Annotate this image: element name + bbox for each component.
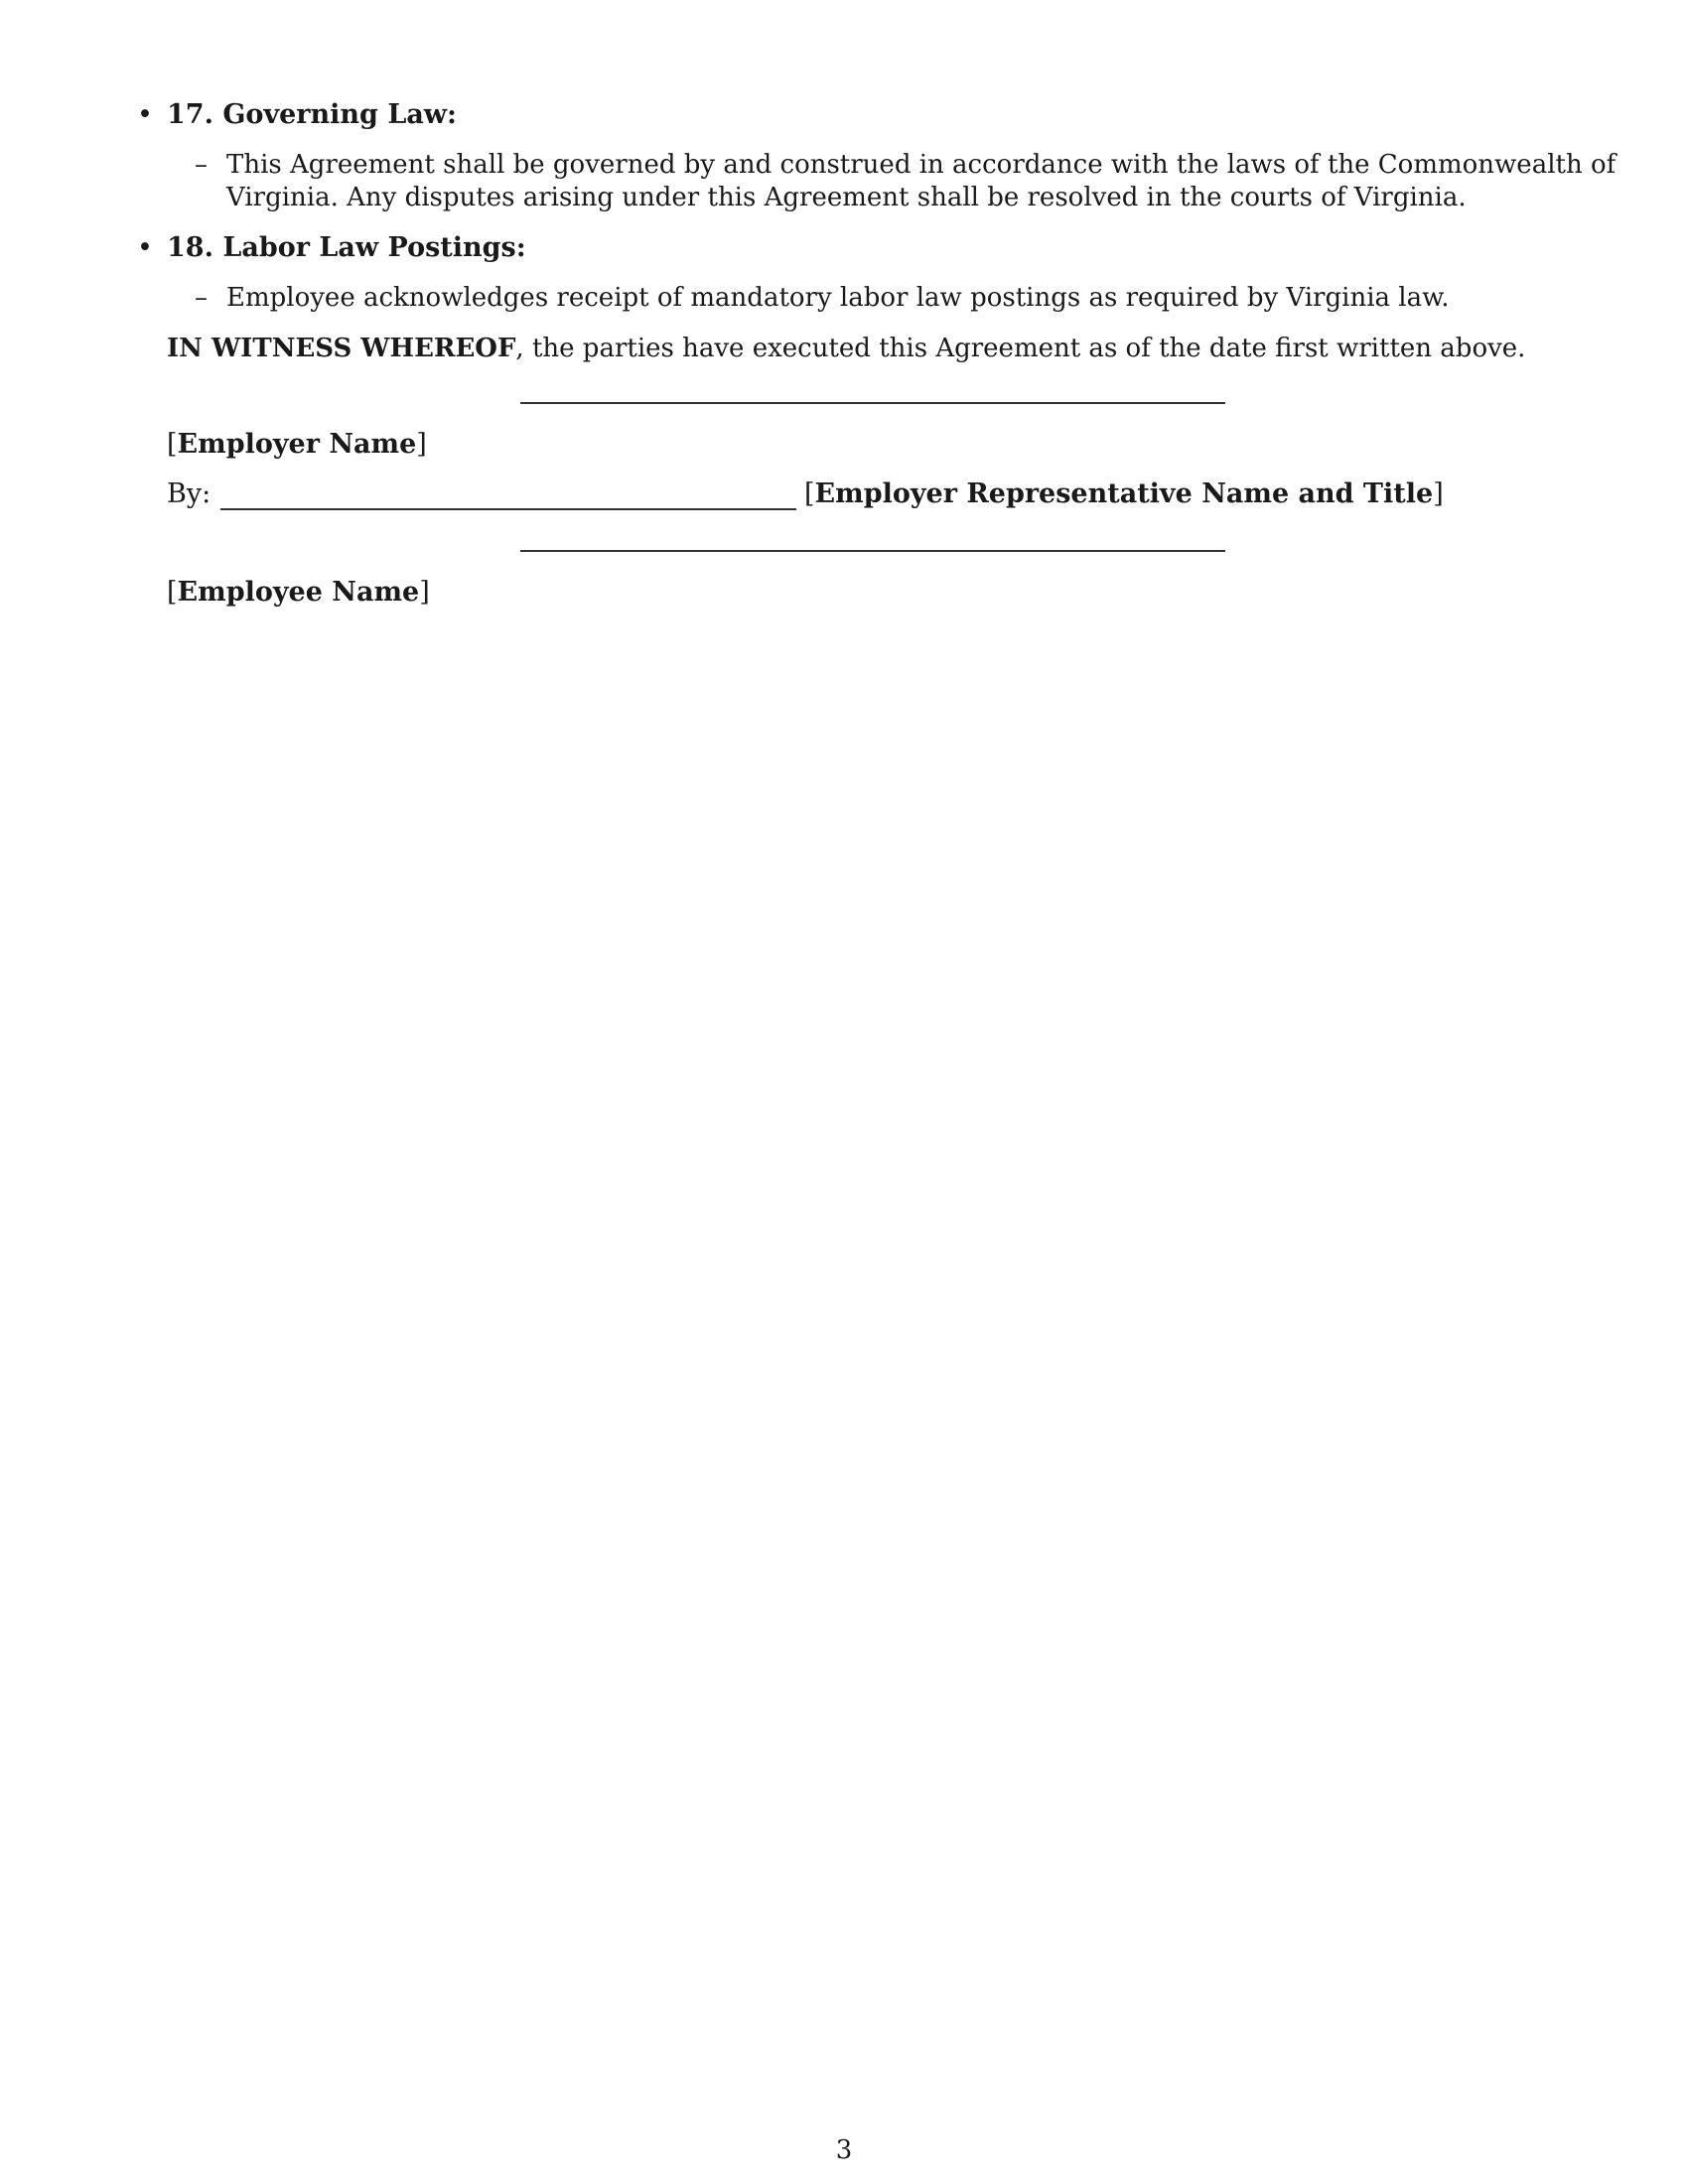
by-label-text: By:: [167, 478, 211, 509]
section-heading-text: 18. Labor Law Postings:: [167, 232, 526, 263]
employee-name-placeholder: [Employee Name]: [167, 577, 430, 608]
bullet-icon: •: [137, 99, 153, 130]
section-heading-text: 17. Governing Law:: [167, 99, 458, 130]
by-signature-line: [220, 508, 796, 510]
by-label: [167, 477, 211, 512]
employee-name: Employee Name: [177, 577, 420, 608]
dash-icon: –: [195, 150, 208, 180]
clause-text: Employee acknowledges receipt of mandatory labor law postings as required by Virginia law.: [226, 283, 1450, 313]
page-number: 3: [835, 2135, 853, 2165]
bullet-icon: •: [137, 232, 153, 263]
dash-icon: –: [195, 283, 208, 313]
witness-bold: IN WITNESS WHEREOF: [167, 334, 516, 363]
witness-statement: [167, 331, 1525, 366]
employer-name: Employer Name: [177, 429, 417, 460]
witness-rest: , the parties have executed this Agreement as of the date first written above.: [515, 334, 1526, 363]
employer-rep-placeholder: [Employer Representative Name and Title]: [804, 478, 1444, 509]
employer-signature-line: [520, 402, 1225, 404]
employer-name-placeholder: [Employer Name]: [167, 429, 427, 460]
employee-signature-line: [520, 550, 1225, 552]
employer-rep-name: Employer Representative Name and Title: [814, 478, 1434, 509]
clause-text: This Agreement shall be governed by and construed in accordance with the laws of the Commonwealth of Virginia. Any disputes arising under this Agreement shall be resolved in the courts of Virginia.: [226, 150, 1617, 212]
